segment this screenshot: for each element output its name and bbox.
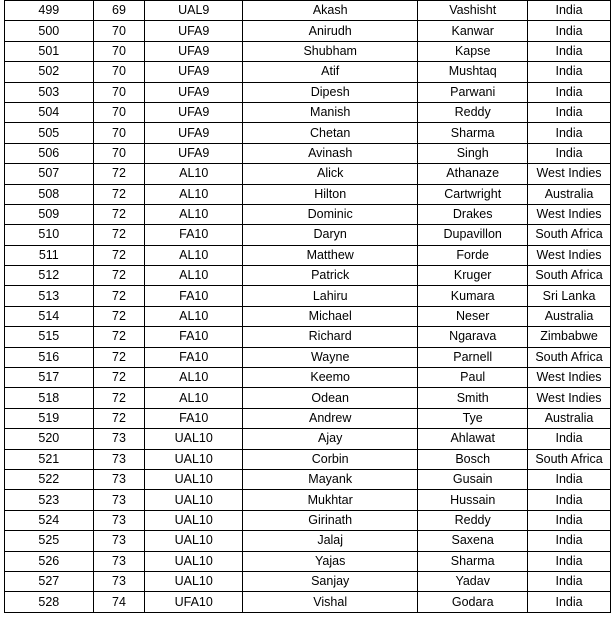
table-row — [5, 41, 611, 61]
cell-set-no: 72 — [93, 286, 145, 306]
cell-set-no: 72 — [93, 327, 145, 347]
table-row — [5, 82, 611, 102]
cell-surname: Dupavillon — [418, 225, 528, 245]
cell-country: India — [528, 41, 611, 61]
cell-set-code: UFA9 — [145, 21, 243, 41]
cell-surname: Parnell — [418, 347, 528, 367]
table-row — [5, 245, 611, 265]
cell-surname: Ahlawat — [418, 429, 528, 449]
cell-serial-no: 526 — [5, 551, 94, 571]
cell-country: Sri Lanka — [528, 286, 611, 306]
cell-set-no: 72 — [93, 245, 145, 265]
cell-country: India — [528, 469, 611, 489]
cell-set-no: 72 — [93, 408, 145, 428]
cell-set-code: UAL10 — [145, 551, 243, 571]
cell-set-code: FA10 — [145, 225, 243, 245]
cell-surname: Reddy — [418, 510, 528, 530]
cell-set-no: 72 — [93, 306, 145, 326]
cell-country: West Indies — [528, 204, 611, 224]
table-row — [5, 490, 611, 510]
cell-surname: Singh — [418, 143, 528, 163]
cell-serial-no: 515 — [5, 327, 94, 347]
table-row — [5, 531, 611, 551]
cell-set-code: FA10 — [145, 286, 243, 306]
cell-country: India — [528, 592, 611, 612]
cell-surname: Cartwright — [418, 184, 528, 204]
cell-first-name: Avinash — [243, 143, 418, 163]
cell-country: India — [528, 102, 611, 122]
cell-surname: Kanwar — [418, 21, 528, 41]
cell-surname: Sharma — [418, 551, 528, 571]
cell-set-code: UFA9 — [145, 62, 243, 82]
cell-country: India — [528, 531, 611, 551]
cell-country: West Indies — [528, 245, 611, 265]
cell-country: India — [528, 21, 611, 41]
table-row — [5, 347, 611, 367]
cell-serial-no: 518 — [5, 388, 94, 408]
cell-first-name: Wayne — [243, 347, 418, 367]
cell-surname: Bosch — [418, 449, 528, 469]
cell-surname: Gusain — [418, 469, 528, 489]
cell-set-code: UFA9 — [145, 41, 243, 61]
cell-first-name: Matthew — [243, 245, 418, 265]
cell-set-no: 70 — [93, 21, 145, 41]
cell-set-code: AL10 — [145, 368, 243, 388]
cell-first-name: Atif — [243, 62, 418, 82]
cell-serial-no: 509 — [5, 204, 94, 224]
cell-set-code: FA10 — [145, 347, 243, 367]
cell-surname: Parwani — [418, 82, 528, 102]
cell-set-code: AL10 — [145, 204, 243, 224]
cell-first-name: Vishal — [243, 592, 418, 612]
cell-serial-no: 499 — [5, 1, 94, 21]
cell-country: India — [528, 62, 611, 82]
cell-serial-no: 513 — [5, 286, 94, 306]
cell-set-no: 70 — [93, 102, 145, 122]
cell-surname: Forde — [418, 245, 528, 265]
cell-serial-no: 505 — [5, 123, 94, 143]
cell-country: India — [528, 1, 611, 21]
cell-set-no: 70 — [93, 41, 145, 61]
cell-serial-no: 500 — [5, 21, 94, 41]
cell-surname: Vashisht — [418, 1, 528, 21]
table-row — [5, 469, 611, 489]
table-row — [5, 266, 611, 286]
cell-set-code: FA10 — [145, 327, 243, 347]
cell-first-name: Jalaj — [243, 531, 418, 551]
cell-serial-no: 506 — [5, 143, 94, 163]
cell-set-code: UAL10 — [145, 490, 243, 510]
cell-first-name: Corbin — [243, 449, 418, 469]
cell-serial-no: 524 — [5, 510, 94, 530]
cell-surname: Hussain — [418, 490, 528, 510]
cell-set-no: 72 — [93, 184, 145, 204]
cell-serial-no: 511 — [5, 245, 94, 265]
table-row — [5, 1, 611, 21]
table-row — [5, 164, 611, 184]
cell-country: India — [528, 82, 611, 102]
cell-set-no: 73 — [93, 531, 145, 551]
cell-set-no: 73 — [93, 571, 145, 591]
cell-set-code: AL10 — [145, 184, 243, 204]
cell-serial-no: 523 — [5, 490, 94, 510]
cell-serial-no: 525 — [5, 531, 94, 551]
table-row — [5, 225, 611, 245]
cell-set-no: 73 — [93, 510, 145, 530]
cell-set-no: 72 — [93, 266, 145, 286]
cell-first-name: Girinath — [243, 510, 418, 530]
cell-set-no: 72 — [93, 204, 145, 224]
cell-serial-no: 508 — [5, 184, 94, 204]
table-row — [5, 143, 611, 163]
cell-country: West Indies — [528, 388, 611, 408]
cell-first-name: Mukhtar — [243, 490, 418, 510]
cell-set-code: AL10 — [145, 388, 243, 408]
cell-first-name: Mayank — [243, 469, 418, 489]
table-row — [5, 123, 611, 143]
table-row — [5, 204, 611, 224]
cell-first-name: Hilton — [243, 184, 418, 204]
cell-set-no: 72 — [93, 164, 145, 184]
cell-set-code: UFA9 — [145, 82, 243, 102]
cell-first-name: Anirudh — [243, 21, 418, 41]
cell-surname: Drakes — [418, 204, 528, 224]
player-table — [4, 0, 611, 613]
cell-first-name: Michael — [243, 306, 418, 326]
cell-country: West Indies — [528, 164, 611, 184]
cell-serial-no: 520 — [5, 429, 94, 449]
cell-set-no: 73 — [93, 469, 145, 489]
cell-country: West Indies — [528, 368, 611, 388]
cell-surname: Tye — [418, 408, 528, 428]
cell-set-code: UAL9 — [145, 1, 243, 21]
cell-first-name: Ajay — [243, 429, 418, 449]
cell-serial-no: 507 — [5, 164, 94, 184]
cell-set-code: FA10 — [145, 408, 243, 428]
cell-surname: Yadav — [418, 571, 528, 591]
cell-surname: Neser — [418, 306, 528, 326]
table-row — [5, 510, 611, 530]
cell-serial-no: 522 — [5, 469, 94, 489]
cell-first-name: Richard — [243, 327, 418, 347]
cell-set-code: AL10 — [145, 164, 243, 184]
cell-serial-no: 512 — [5, 266, 94, 286]
table-row — [5, 62, 611, 82]
table-row — [5, 571, 611, 591]
cell-country: India — [528, 143, 611, 163]
cell-serial-no: 514 — [5, 306, 94, 326]
cell-set-code: AL10 — [145, 245, 243, 265]
cell-first-name: Daryn — [243, 225, 418, 245]
cell-surname: Smith — [418, 388, 528, 408]
cell-serial-no: 517 — [5, 368, 94, 388]
cell-surname: Kruger — [418, 266, 528, 286]
cell-country: India — [528, 571, 611, 591]
cell-set-no: 72 — [93, 388, 145, 408]
cell-country: India — [528, 123, 611, 143]
cell-country: India — [528, 551, 611, 571]
cell-set-code: UAL10 — [145, 429, 243, 449]
cell-set-no: 72 — [93, 368, 145, 388]
cell-set-code: UAL10 — [145, 469, 243, 489]
cell-surname: Sharma — [418, 123, 528, 143]
cell-country: Australia — [528, 408, 611, 428]
cell-first-name: Chetan — [243, 123, 418, 143]
cell-set-no: 73 — [93, 429, 145, 449]
cell-serial-no: 502 — [5, 62, 94, 82]
table-row — [5, 551, 611, 571]
cell-first-name: Andrew — [243, 408, 418, 428]
cell-set-no: 70 — [93, 143, 145, 163]
cell-surname: Mushtaq — [418, 62, 528, 82]
cell-set-code: UAL10 — [145, 571, 243, 591]
cell-set-code: UFA10 — [145, 592, 243, 612]
table-row — [5, 388, 611, 408]
cell-set-no: 73 — [93, 490, 145, 510]
cell-serial-no: 501 — [5, 41, 94, 61]
cell-first-name: Manish — [243, 102, 418, 122]
cell-set-no: 73 — [93, 449, 145, 469]
cell-surname: Paul — [418, 368, 528, 388]
cell-country: Zimbabwe — [528, 327, 611, 347]
table-row — [5, 592, 611, 612]
player-table-body — [5, 1, 611, 613]
cell-surname: Godara — [418, 592, 528, 612]
table-row — [5, 449, 611, 469]
cell-first-name: Yajas — [243, 551, 418, 571]
cell-set-code: UFA9 — [145, 102, 243, 122]
cell-set-code: UFA9 — [145, 143, 243, 163]
cell-set-code: UAL10 — [145, 510, 243, 530]
cell-first-name: Lahiru — [243, 286, 418, 306]
cell-surname: Kumara — [418, 286, 528, 306]
table-row — [5, 327, 611, 347]
cell-set-no: 72 — [93, 225, 145, 245]
cell-country: South Africa — [528, 449, 611, 469]
cell-serial-no: 521 — [5, 449, 94, 469]
cell-first-name: Dominic — [243, 204, 418, 224]
cell-country: India — [528, 429, 611, 449]
table-row — [5, 21, 611, 41]
cell-serial-no: 516 — [5, 347, 94, 367]
cell-first-name: Sanjay — [243, 571, 418, 591]
cell-set-code: UAL10 — [145, 531, 243, 551]
cell-set-code: AL10 — [145, 306, 243, 326]
cell-surname: Reddy — [418, 102, 528, 122]
cell-country: South Africa — [528, 347, 611, 367]
cell-first-name: Dipesh — [243, 82, 418, 102]
cell-set-no: 70 — [93, 123, 145, 143]
cell-first-name: Shubham — [243, 41, 418, 61]
cell-serial-no: 519 — [5, 408, 94, 428]
cell-set-code: UFA9 — [145, 123, 243, 143]
table-row — [5, 429, 611, 449]
cell-country: India — [528, 490, 611, 510]
cell-surname: Saxena — [418, 531, 528, 551]
cell-first-name: Odean — [243, 388, 418, 408]
cell-surname: Kapse — [418, 41, 528, 61]
cell-set-no: 74 — [93, 592, 145, 612]
table-row — [5, 286, 611, 306]
cell-country: South Africa — [528, 225, 611, 245]
cell-set-no: 73 — [93, 551, 145, 571]
cell-set-no: 70 — [93, 82, 145, 102]
cell-first-name: Alick — [243, 164, 418, 184]
cell-set-no: 70 — [93, 62, 145, 82]
cell-set-no: 72 — [93, 347, 145, 367]
cell-serial-no: 504 — [5, 102, 94, 122]
cell-first-name: Patrick — [243, 266, 418, 286]
table-row — [5, 102, 611, 122]
cell-country: Australia — [528, 184, 611, 204]
table-row — [5, 408, 611, 428]
cell-first-name: Akash — [243, 1, 418, 21]
cell-first-name: Keemo — [243, 368, 418, 388]
cell-set-code: UAL10 — [145, 449, 243, 469]
cell-country: India — [528, 510, 611, 530]
cell-surname: Ngarava — [418, 327, 528, 347]
cell-set-no: 69 — [93, 1, 145, 21]
cell-serial-no: 527 — [5, 571, 94, 591]
cell-country: South Africa — [528, 266, 611, 286]
table-row — [5, 306, 611, 326]
cell-surname: Athanaze — [418, 164, 528, 184]
cell-serial-no: 528 — [5, 592, 94, 612]
cell-set-code: AL10 — [145, 266, 243, 286]
cell-serial-no: 510 — [5, 225, 94, 245]
table-row — [5, 368, 611, 388]
cell-country: Australia — [528, 306, 611, 326]
table-row — [5, 184, 611, 204]
cell-serial-no: 503 — [5, 82, 94, 102]
